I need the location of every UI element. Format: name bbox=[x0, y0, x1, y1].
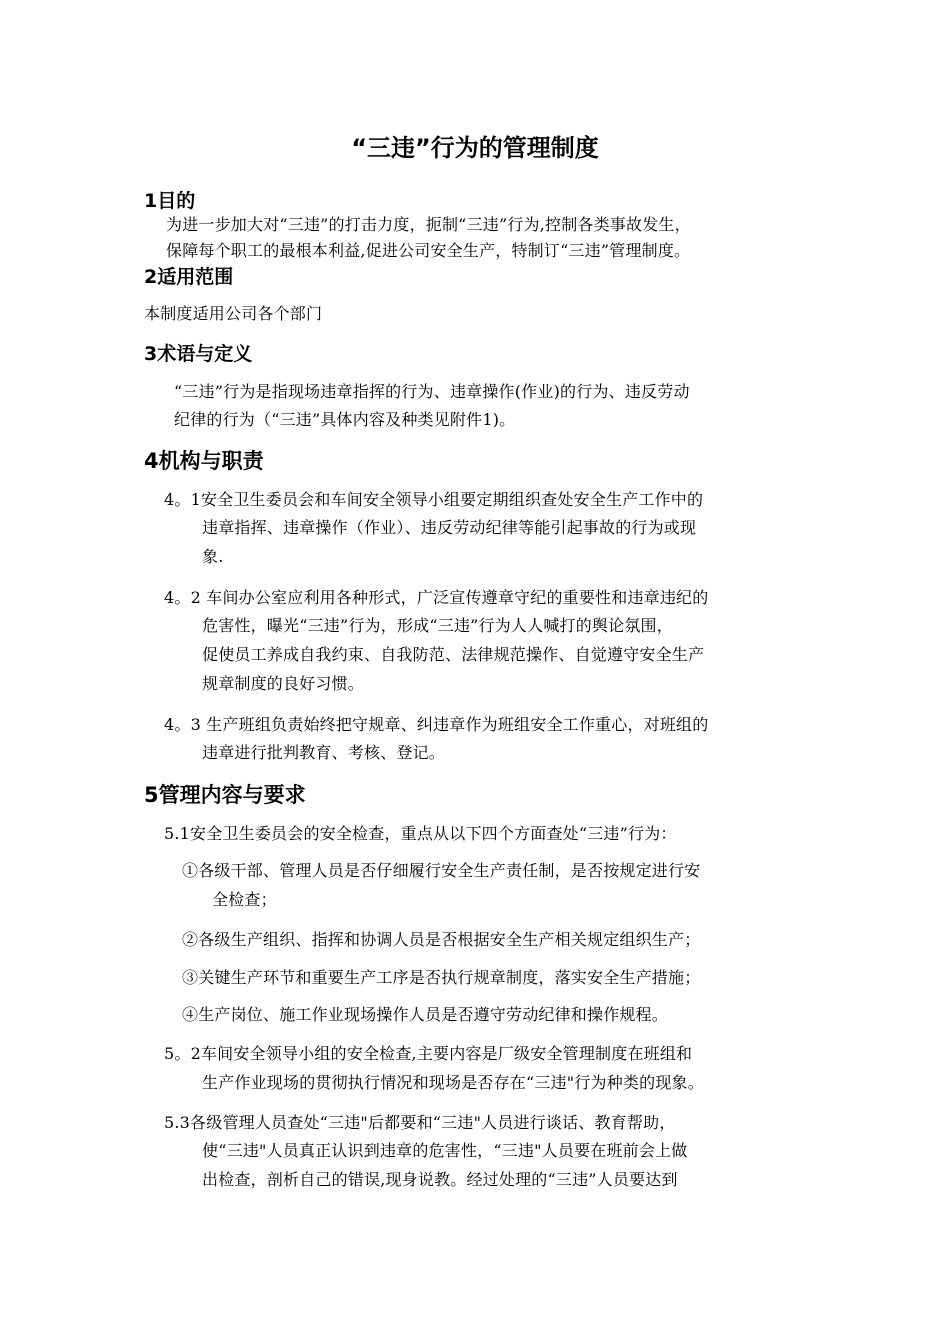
list-item-line: 全检查； bbox=[212, 890, 277, 909]
document-title: “三违”行为的管理制度 bbox=[351, 134, 599, 162]
list-item-line: 促使员工养成自我约束、自我防范、法律规范操作、自觉遵守安全生产 bbox=[202, 645, 705, 664]
section-heading-management: 5管理内容与要求 bbox=[144, 783, 306, 807]
list-item-line: 4。2 车间办公室应利用各种形式，广泛宣传遵章守纪的重要性和违章违纪的 bbox=[164, 588, 709, 607]
section-heading-terms: 3术语与定义 bbox=[144, 343, 253, 365]
section-heading-organization: 4机构与职责 bbox=[144, 449, 264, 473]
list-item-line: ①各级干部、管理人员是否仔细履行安全生产责任制，是否按规定进行安 bbox=[182, 861, 701, 880]
paragraph-line: 为进一步加大对“三违”的打击力度，扼制“三违”行为,控制各类事故发生， bbox=[166, 215, 691, 234]
section-heading-purpose: 1目的 bbox=[144, 190, 196, 212]
list-item-line: 危害性，曝光“三违”行为，形成“三违”行为人人喊打的舆论氛围， bbox=[202, 616, 673, 635]
list-item-line: 象. bbox=[202, 547, 224, 566]
list-item-line: 规章制度的良好习惯。 bbox=[202, 674, 365, 693]
list-item-line: 生产作业现场的贯彻执行情况和现场是否存在“三违"行为种类的现象。 bbox=[202, 1073, 704, 1092]
list-item-line: 4。1安全卫生委员会和车间安全领导小组要定期组织查处安全生产工作中的 bbox=[164, 490, 704, 509]
list-item-line: ③关键生产环节和重要生产工序是否执行规章制度，落实安全生产措施； bbox=[182, 968, 701, 987]
paragraph-line: 纪律的行为（“三违”具体内容及种类见附件1)。 bbox=[174, 410, 516, 429]
paragraph-line: 本制度适用公司各个部门 bbox=[144, 304, 323, 323]
list-item-line: 5.1安全卫生委员会的安全检查，重点从以下四个方面查处“三违”行为： bbox=[164, 824, 677, 843]
list-item-line: ④生产岗位、施工作业现场操作人员是否遵守劳动纪律和操作规程。 bbox=[182, 1005, 669, 1024]
list-item-line: 出检查，剖析自己的错误,现身说教。经过处理的“三违”人员要达到 bbox=[202, 1170, 678, 1189]
list-item-line: 违章进行批判教育、考核、登记。 bbox=[202, 743, 446, 762]
paragraph-line: 保障每个职工的最根本利益,促进公司安全生产，特制订“三违”管理制度。 bbox=[166, 241, 691, 260]
section-heading-scope: 2适用范围 bbox=[144, 266, 234, 288]
list-item-line: 5.3各级管理人员查处“三违"后都要和“三违"人员进行谈话、教育帮助， bbox=[164, 1113, 676, 1132]
paragraph-line: “三违”行为是指现场违章指挥的行为、违章操作(作业)的行为、违反劳动 bbox=[174, 382, 690, 401]
list-item-line: 违章指挥、违章操作（作业）、违反劳动纪律等能引起事故的行为或现 bbox=[202, 518, 697, 537]
list-item-line: ②各级生产组织、指挥和协调人员是否根据安全生产相关规定组织生产； bbox=[182, 930, 701, 949]
list-item-line: 5。2车间安全领导小组的安全检查,主要内容是厂级安全管理制度在班组和 bbox=[164, 1044, 693, 1063]
list-item-line: 4。3 生产班组负责始终把守规章、纠违章作为班组安全工作重心，对班组的 bbox=[164, 715, 709, 734]
list-item-line: 使“三违"人员真正认识到违章的危害性，“三违"人员要在班前会上做 bbox=[202, 1141, 688, 1160]
